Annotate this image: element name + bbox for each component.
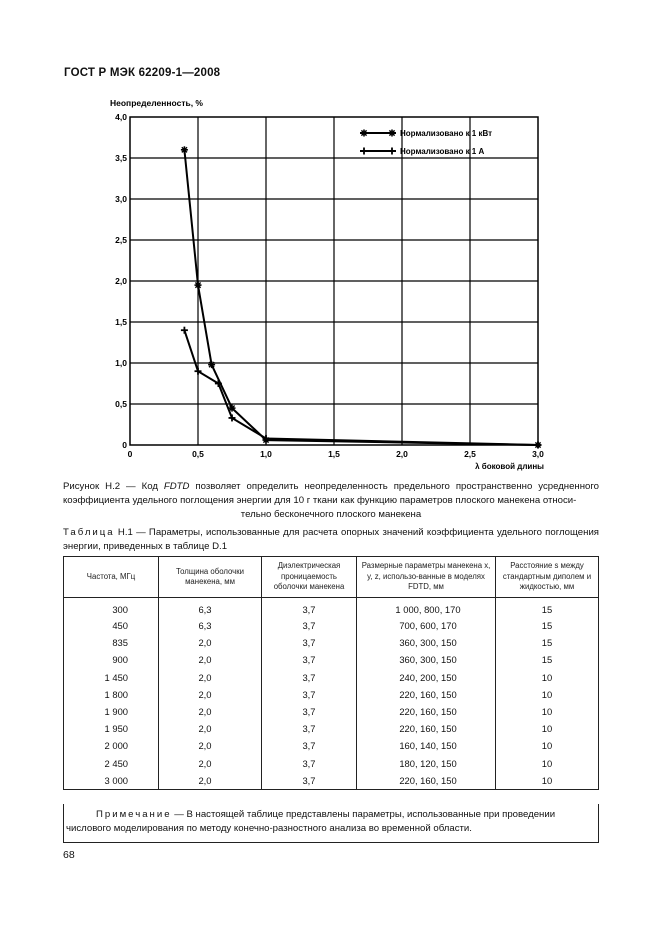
table-cell: 835 <box>64 634 159 651</box>
y-tick-label: 3,5 <box>115 153 127 163</box>
table-row <box>64 772 599 790</box>
y-tick-label: 1,5 <box>115 317 127 327</box>
table-cell: 10 <box>496 669 599 686</box>
x-tick-label: 3,0 <box>532 449 544 459</box>
table-row <box>64 720 599 737</box>
legend-label-1: Нормализовано к 1 А <box>400 147 485 156</box>
table-cell: 180, 120, 150 <box>357 755 496 772</box>
uncertainty-chart <box>100 92 560 472</box>
table-cell: 240, 200, 150 <box>357 669 496 686</box>
y-tick-label: 2,5 <box>115 235 127 245</box>
table-row <box>64 634 599 651</box>
table-cell: 10 <box>496 703 599 720</box>
table-cell: 900 <box>64 651 159 668</box>
table-cell: 220, 160, 150 <box>357 703 496 720</box>
y-tick-label: 4,0 <box>115 112 127 122</box>
table-cell: 1 000, 800, 170 <box>357 598 496 618</box>
header-permittivity: Диэлектрическая проницаемость оболочки манекена <box>262 557 357 598</box>
table-cell: 2,0 <box>159 634 262 651</box>
table-note <box>63 804 599 843</box>
table-cell: 3,7 <box>262 737 357 754</box>
table-cell: 2,0 <box>159 686 262 703</box>
legend-label-0: Нормализовано к 1 кВт <box>400 129 493 138</box>
header-dimensions <box>357 557 496 598</box>
table-cell: 220, 160, 150 <box>357 772 496 790</box>
table-cell: 160, 140, 150 <box>357 737 496 754</box>
table-cell: 3,7 <box>262 720 357 737</box>
table-cell: 3 000 <box>64 772 159 790</box>
table-cell: 2 000 <box>64 737 159 754</box>
table-row <box>64 617 599 634</box>
x-tick-label: 0 <box>127 449 133 459</box>
y-tick-label: 2,0 <box>115 276 127 286</box>
table-cell: 3,7 <box>262 686 357 703</box>
x-tick-label: 1,0 <box>260 449 272 459</box>
x-axis-label: λ боковой длины <box>475 462 544 471</box>
note-label: Примечание <box>96 809 172 820</box>
table-cell: 360, 300, 150 <box>357 651 496 668</box>
table-cell: 10 <box>496 686 599 703</box>
x-tick-label: 0,5 <box>192 449 204 459</box>
table-cell: 2,0 <box>159 755 262 772</box>
x-tick-label: 2,5 <box>464 449 476 459</box>
table-cell: 450 <box>64 617 159 634</box>
table-cell: 3,7 <box>262 634 357 651</box>
chart-svg <box>100 92 560 472</box>
figure-caption <box>63 480 599 522</box>
caption-text-mid: позволяет определить неопределенность предельного пространственно усредненного коэффициента удельного поглощения энергии для 10 г ткани как функцию параметров плоского манекена относи- <box>63 481 599 506</box>
header-dimensions-text: Размерные параметры манекена x, y, z, использо-ванные в моделях FDTD, мм <box>361 561 491 592</box>
table-row <box>64 669 599 686</box>
parameters-table <box>63 556 599 790</box>
table-cell: 700, 600, 170 <box>357 617 496 634</box>
table-cell: 2,0 <box>159 737 262 754</box>
table-row <box>64 703 599 720</box>
table-cell: 1 900 <box>64 703 159 720</box>
caption-code: FDTD <box>163 481 190 492</box>
table-cell: 3,7 <box>262 669 357 686</box>
table-cell: 10 <box>496 772 599 790</box>
table-title-label: Таблица <box>63 527 115 538</box>
table-cell: 2,0 <box>159 651 262 668</box>
table-cell: 6,3 <box>159 617 262 634</box>
table-cell: 2,0 <box>159 703 262 720</box>
table-row <box>64 755 599 772</box>
table-cell: 15 <box>496 651 599 668</box>
table-cell: 220, 160, 150 <box>357 686 496 703</box>
series-line-0 <box>184 150 538 445</box>
table-cell: 3,7 <box>262 617 357 634</box>
table-cell: 2 450 <box>64 755 159 772</box>
note-text-1: — В настоящей таблице представлены параметры, использованные при проведении <box>171 809 556 820</box>
table-cell: 15 <box>496 634 599 651</box>
table-cell: 1 450 <box>64 669 159 686</box>
table-cell: 220, 160, 150 <box>357 720 496 737</box>
document-header: ГОСТ Р МЭК 62209-1—2008 <box>64 67 221 79</box>
table-row <box>64 737 599 754</box>
y-tick-label: 0 <box>122 440 127 450</box>
table-cell: 10 <box>496 737 599 754</box>
table-title <box>63 526 599 554</box>
table-cell: 6,3 <box>159 598 262 618</box>
series-line-1 <box>184 330 538 445</box>
x-tick-label: 1,5 <box>328 449 340 459</box>
table-row <box>64 686 599 703</box>
table-cell: 2,0 <box>159 720 262 737</box>
header-distance: Расстояние s между стандартным диполем и жидкостью, мм <box>496 557 599 598</box>
y-tick-label: 0,5 <box>115 399 127 409</box>
table-title-text: Н.1 — Параметры, использованные для расчета опорных значений коэффициента удельного поглощения энергии, приведенных в таблице D.1 <box>63 527 599 552</box>
table-row <box>64 598 599 618</box>
page-number: 68 <box>63 849 75 861</box>
note-line-2: числового моделирования по методу конечно-разностного анализа во временной области. <box>66 822 472 834</box>
table-cell: 10 <box>496 755 599 772</box>
table-row <box>64 651 599 668</box>
table-cell: 1 950 <box>64 720 159 737</box>
table-cell: 3,7 <box>262 772 357 790</box>
header-frequency: Частота, МГц <box>64 557 159 598</box>
table-cell: 10 <box>496 720 599 737</box>
table-cell: 2,0 <box>159 669 262 686</box>
y-axis-label: Неопределенность, % <box>110 98 203 108</box>
table-cell: 1 800 <box>64 686 159 703</box>
caption-text-end: тельно бесконечного плоского манекена <box>240 509 422 520</box>
note-line-1 <box>64 808 598 822</box>
y-tick-label: 3,0 <box>115 194 127 204</box>
y-tick-label: 1,0 <box>115 358 127 368</box>
caption-text-start: Рисунок Н.2 — Код <box>63 481 164 492</box>
table-cell: 3,7 <box>262 598 357 618</box>
table-cell: 2,0 <box>159 772 262 790</box>
table-header-row <box>64 557 599 598</box>
table-cell: 15 <box>496 617 599 634</box>
header-shell-thickness: Толщина оболочки манекена, мм <box>159 557 262 598</box>
table-cell: 3,7 <box>262 651 357 668</box>
table-cell: 360, 300, 150 <box>357 634 496 651</box>
table-cell: 3,7 <box>262 703 357 720</box>
table-cell: 3,7 <box>262 755 357 772</box>
table-cell: 15 <box>496 598 599 618</box>
x-tick-label: 2,0 <box>396 449 408 459</box>
table-cell: 300 <box>64 598 159 618</box>
